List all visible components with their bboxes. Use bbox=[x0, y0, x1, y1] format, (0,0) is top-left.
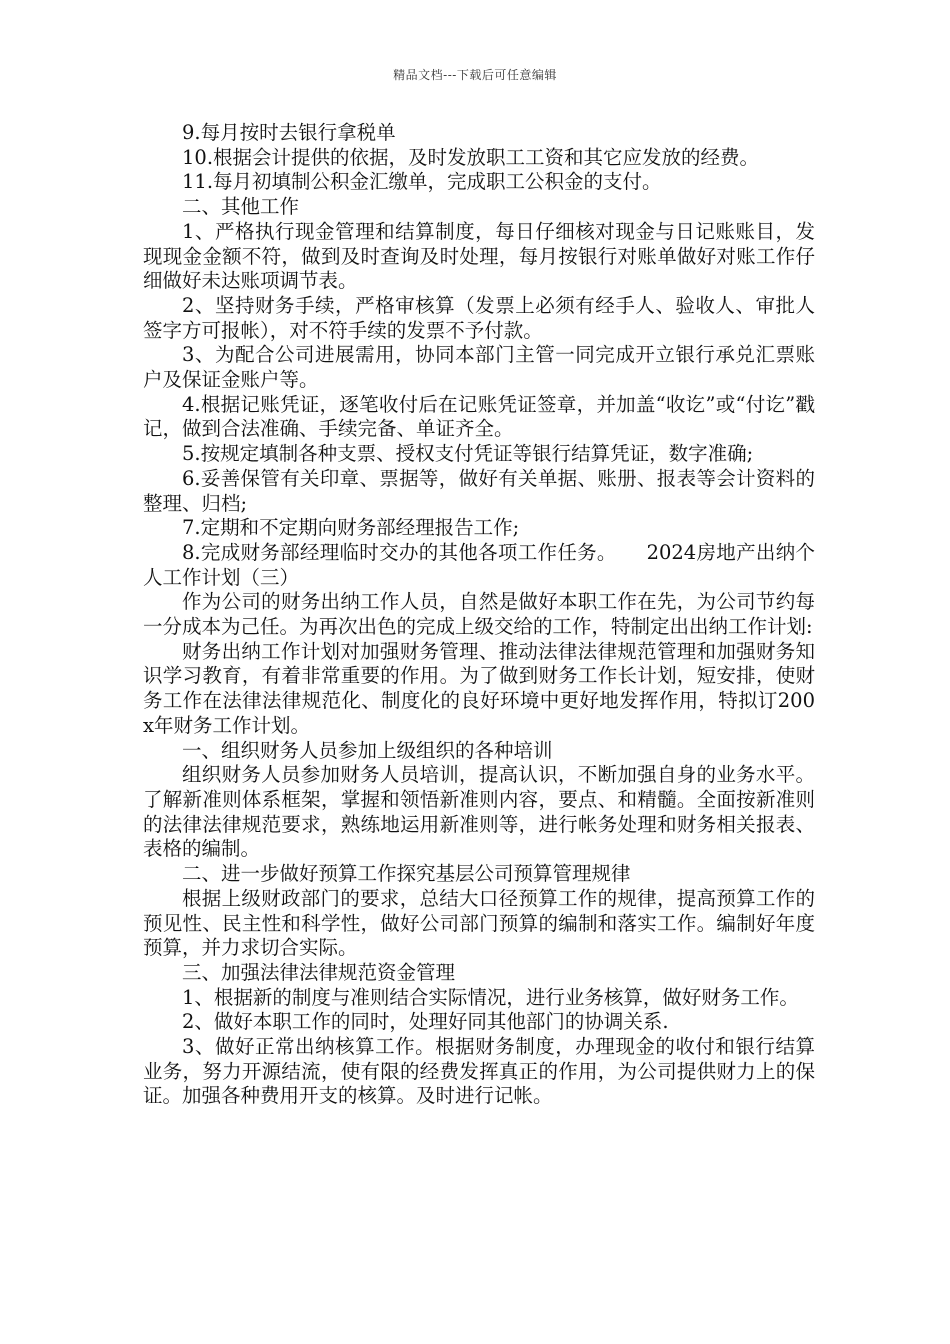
paragraph-plan-importance: 财务出纳工作计划对加强财务管理、推动法律法律规范管理和加强财务知识学习教育，有着非常重要的作用。为了做到财务工作长计划，短安排，使财务工作在法律法律规范化、制度化的良好环境中更好地发挥作用，特拟订200x年财务工作计划。 bbox=[143, 639, 815, 737]
paragraph-other-4: 4.根据记账凭证，逐笔收付后在记账凭证签章，并加盖“收讫”或“付讫”戳记，做到合法准确、手续完备、单证齐全。 bbox=[143, 392, 815, 441]
paragraph-funds-3: 3、做好正常出纳核算工作。根据财务制度，办理现金的收付和银行结算业务，努力开源结流，使有限的经费发挥真正的作用，为公司提供财力上的保证。加强各种费用开支的核算。及时进行记帐。 bbox=[143, 1035, 815, 1108]
paragraph-funds-2: 2、做好本职工作的同时，处理好同其他部门的协调关系. bbox=[182, 1010, 669, 1034]
paragraph-item-11: 11.每月初填制公积金汇缴单，完成职工公积金的支付。 bbox=[182, 170, 662, 194]
paragraph-other-6: 6.妥善保管有关印章、票据等，做好有关单据、账册、报表等会计资料的整理、归档; bbox=[143, 466, 815, 515]
document-body bbox=[143, 121, 815, 1109]
paragraph-item-9: 9.每月按时去银行拿税单 bbox=[182, 121, 396, 144]
page-header: 精品文档---下载后可任意编辑 bbox=[393, 68, 557, 82]
paragraph-other-2: 2、坚持财务手续，严格审核算（发票上必须有经手人、验收人、审批人签字方可报帐），对不符手续的发票不予付款。 bbox=[143, 293, 815, 342]
paragraph-other-1: 1、严格执行现金管理和结算制度，每日仔细核对现金与日记账账目，发现现金金额不符，做到及时查询及时处理，每月按银行对账单做好对账工作仔细做好未达账项调节表。 bbox=[143, 219, 815, 293]
paragraph-other-5: 5.按规定填制各种支票、授权支付凭证等银行结算凭证，数字准确; bbox=[182, 442, 754, 466]
section-heading-training: 一、组织财务人员参加上级组织的各种培训 bbox=[182, 738, 553, 762]
paragraph-item-10: 10.根据会计提供的依据，及时发放职工工资和其它应发放的经费。 bbox=[182, 145, 760, 169]
section-heading-budget: 二、进一步做好预算工作探究基层公司预算管理规律 bbox=[182, 862, 631, 886]
paragraph-other-3: 3、为配合公司进展需用，协同本部门主管一同完成开立银行承兑汇票账户及保证金账户等。 bbox=[143, 343, 815, 392]
paragraph-other-8-and-plan-title: 8.完成财务部经理临时交办的其他各项工作任务。 2024房地产出纳个人工作计划（三） bbox=[143, 540, 815, 589]
section-heading-funds: 三、加强法律法律规范资金管理 bbox=[182, 960, 456, 984]
paragraph-budget: 根据上级财政部门的要求，总结大口径预算工作的规律，提高预算工作的预见性、民主性和科学性，做好公司部门预算的编制和落实工作。编制好年度预算，并力求切合实际。 bbox=[143, 886, 815, 960]
section-heading-other-work: 二、其他工作 bbox=[182, 195, 300, 219]
paragraph-other-7: 7.定期和不定期向财务部经理报告工作; bbox=[182, 516, 520, 540]
paragraph-intro: 作为公司的财务出纳工作人员，自然是做好本职工作在先，为公司节约每一分成本为己任。为再次出色的完成上级交给的工作，特制定出出纳工作计划: bbox=[143, 590, 815, 639]
paragraph-training: 组织财务人员参加财务人员培训，提高认识，不断加强自身的业务水平。了解新准则体系框架，掌握和领悟新准则内容，要点、和精髓。全面按新准则的法律法律规范要求，熟练地运用新准则等，进行帐务处理和财务相关报表、表格的编制。 bbox=[143, 763, 815, 861]
paragraph-funds-1: 1、根据新的制度与准则结合实际情况，进行业务核算，做好财务工作。 bbox=[182, 985, 799, 1009]
